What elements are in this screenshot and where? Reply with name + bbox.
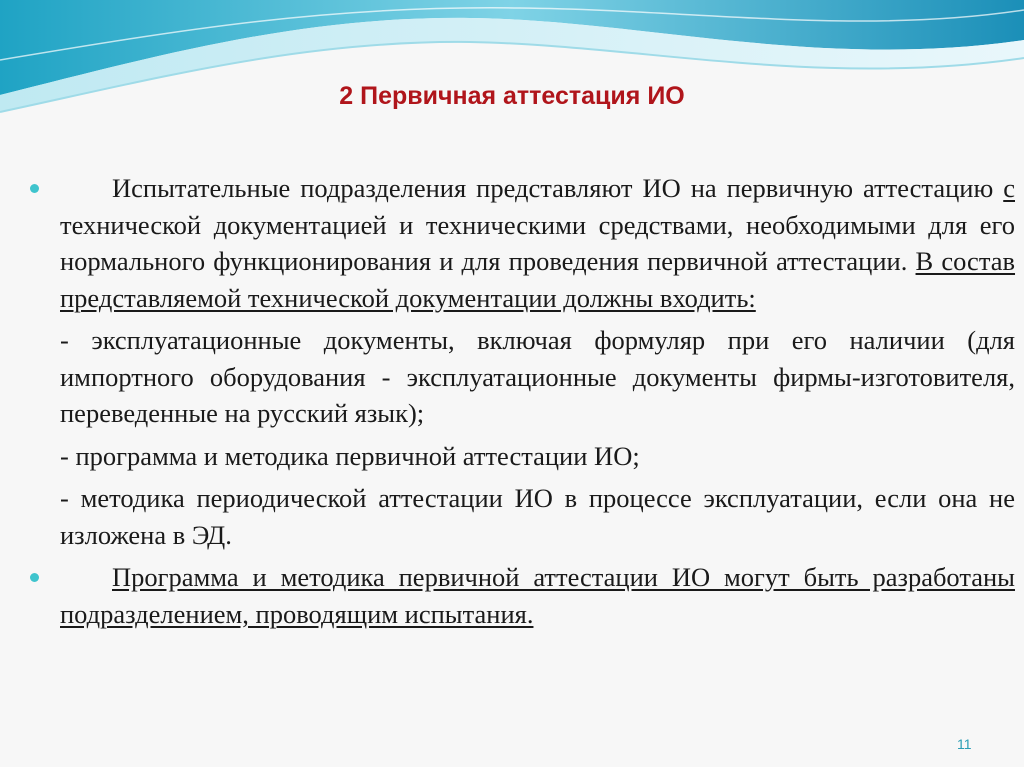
bullet-dot-icon (30, 573, 39, 582)
bullet-paragraph-2 (60, 559, 1015, 632)
page-number: 11 (957, 736, 972, 752)
slide-title: 2 Первичная аттестация ИО (339, 82, 685, 110)
bullet-paragraph-1 (60, 170, 1015, 316)
underlined-text: В состав представляемой технической документации должны входить: (60, 246, 1016, 313)
underlined-text: Программа и методика первичной аттестации ИО могут быть разработаны подразделением, проводящим испытания. (60, 562, 1015, 629)
list-item-operational-docs: - эксплуатационные документы, включая формуляр при его наличии (для импортного оборудования - эксплуатационные документы фирмы-изготовителя, переведенные на русский язык); (60, 325, 1015, 428)
underlined-text: с (1003, 173, 1015, 203)
slide-body (60, 170, 1015, 632)
list-item-program: - программа и методика первичной аттестации ИО; (60, 440, 640, 471)
paragraph-text: технической документацией и техническими средствами, необходимыми для его нормального функционирования и для проведения первичной аттестации. (60, 209, 1015, 276)
bullet-dot-icon (30, 184, 39, 193)
paragraph-text: Испытательные подразделения представляют ИО на первичную аттестацию (112, 173, 1004, 203)
list-item-periodic-method: - методика периодической аттестации ИО в процессе эксплуатации, если она не изложена в ЭД. (60, 483, 1015, 550)
